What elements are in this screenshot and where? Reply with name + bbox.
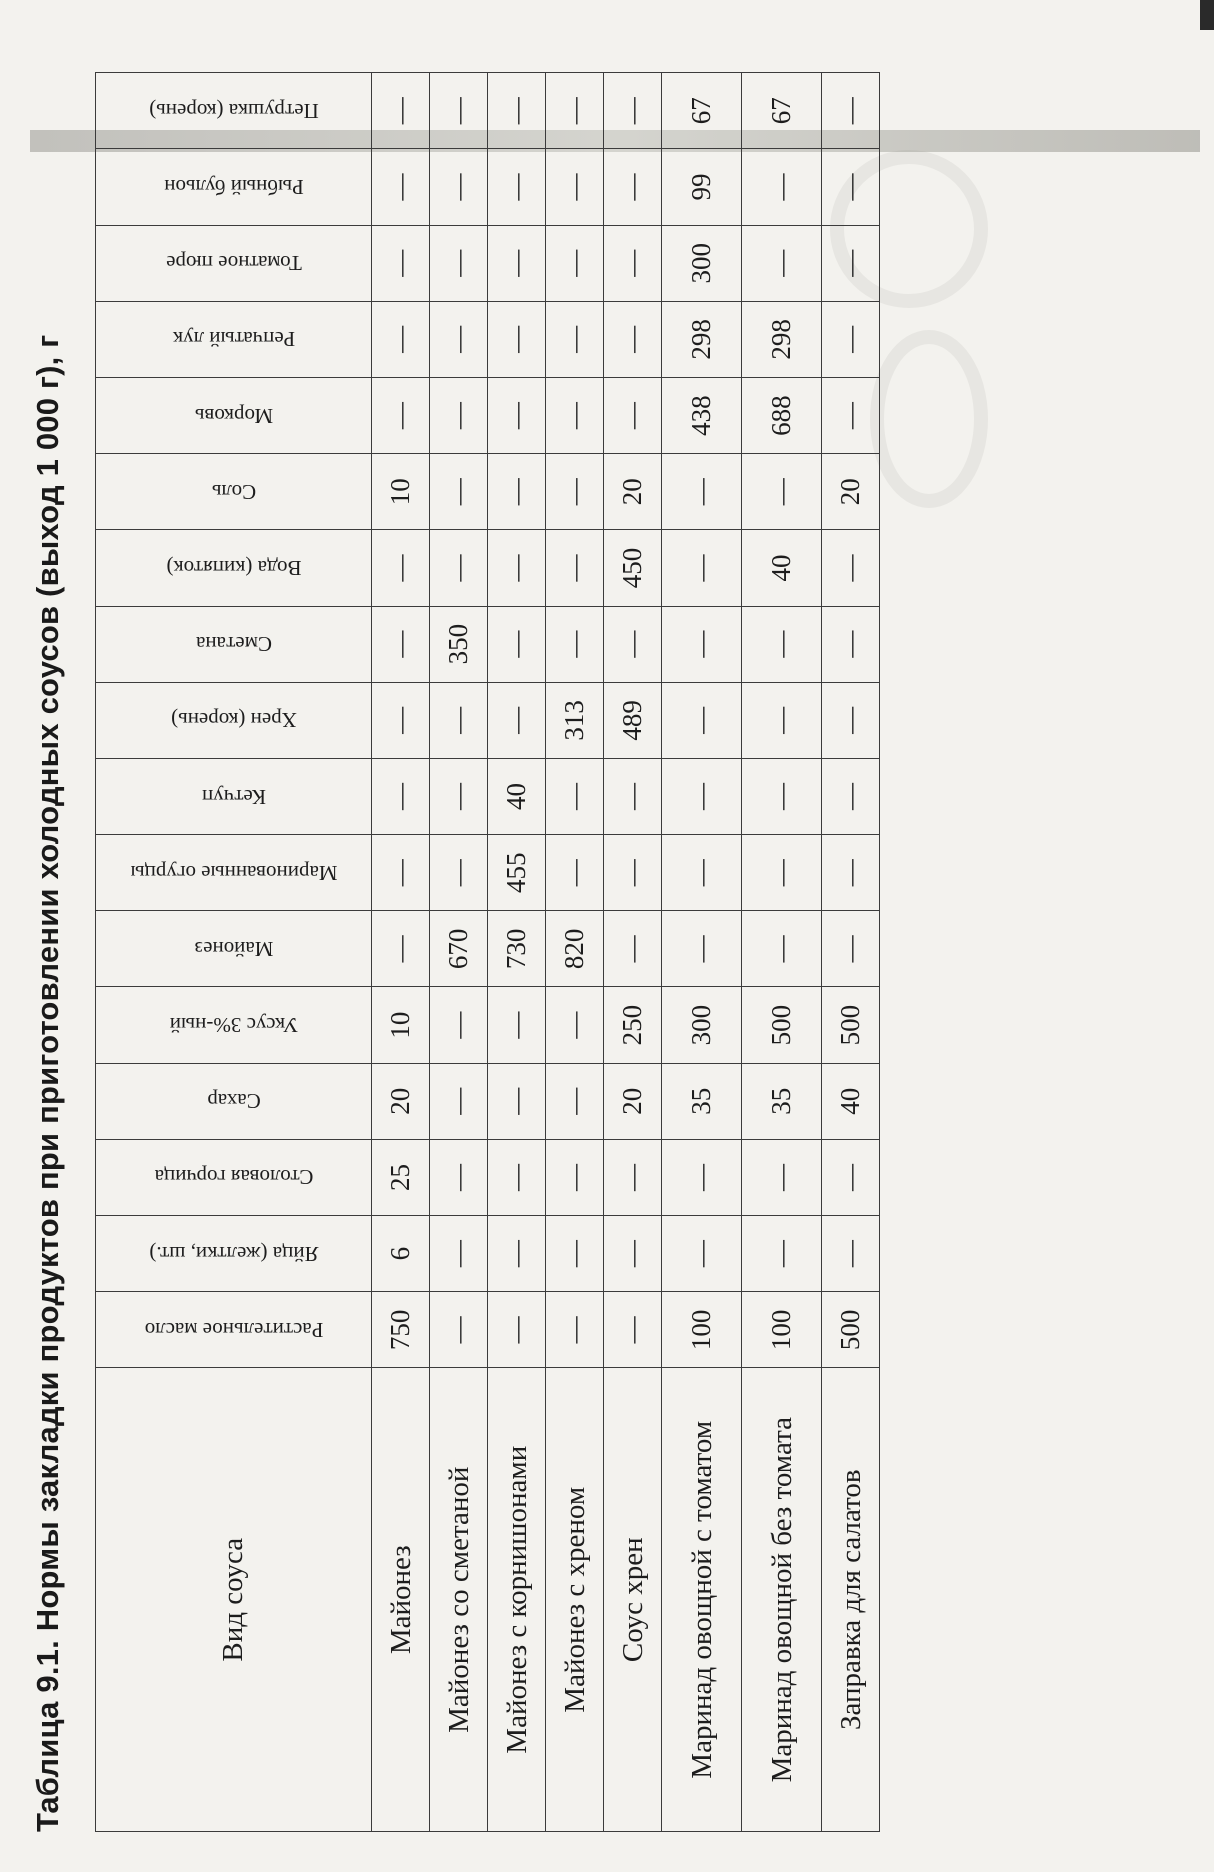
table-row <box>430 73 488 1832</box>
value-cell: — <box>546 758 604 834</box>
value-cell: — <box>604 301 662 377</box>
value-cell: — <box>604 911 662 987</box>
value-cell: — <box>604 758 662 834</box>
sauce-name-cell: Майонез <box>372 1368 430 1832</box>
value-cell: 730 <box>488 911 546 987</box>
table-caption <box>30 132 66 1832</box>
value-cell: — <box>430 73 488 149</box>
value-cell: 20 <box>604 454 662 530</box>
value-cell: — <box>604 73 662 149</box>
value-cell: — <box>372 301 430 377</box>
value-cell: 40 <box>742 530 822 606</box>
sauce-name-cell: Соус хрен <box>604 1368 662 1832</box>
table-row <box>742 73 822 1832</box>
value-cell: — <box>488 301 546 377</box>
value-cell: — <box>822 225 880 301</box>
value-cell: — <box>742 682 822 758</box>
sauce-name-cell: Майонез с хреном <box>546 1368 604 1832</box>
caption-text: Нормы закладки продуктов при приготовлении холодных соусов (выход 1 000 г), г <box>30 334 65 1632</box>
column-header <box>96 301 372 377</box>
column-header <box>96 1139 372 1215</box>
value-cell: — <box>488 149 546 225</box>
value-cell: 20 <box>372 1063 430 1139</box>
value-cell: 10 <box>372 987 430 1063</box>
column-header <box>96 378 372 454</box>
value-cell: 500 <box>822 987 880 1063</box>
value-cell: 670 <box>430 911 488 987</box>
value-cell: — <box>546 378 604 454</box>
value-cell: — <box>488 1063 546 1139</box>
column-header-label: Сахар <box>206 1089 261 1114</box>
rotated-page <box>0 92 1140 1872</box>
column-header-label: Сметана <box>195 632 272 657</box>
value-cell: — <box>662 835 742 911</box>
value-cell: — <box>488 1292 546 1368</box>
value-cell: — <box>488 682 546 758</box>
value-cell: — <box>430 1216 488 1292</box>
caption-number: Таблица 9.1. <box>30 1640 65 1832</box>
column-header <box>96 1063 372 1139</box>
value-cell: — <box>372 835 430 911</box>
value-cell: 40 <box>488 758 546 834</box>
value-cell: — <box>430 530 488 606</box>
value-cell: — <box>822 149 880 225</box>
value-cell: — <box>742 911 822 987</box>
column-header-label: Томатное пюре <box>165 251 302 276</box>
column-header-label: Уксус 3%-ный <box>169 1013 298 1038</box>
column-header <box>96 606 372 682</box>
column-header-label: Майонез <box>194 936 273 961</box>
value-cell: — <box>742 1216 822 1292</box>
value-cell: 67 <box>742 73 822 149</box>
value-cell: 450 <box>604 530 662 606</box>
column-header-label: Яйца (желтки, шт.) <box>148 1241 319 1266</box>
table-body <box>372 73 880 1832</box>
value-cell: 298 <box>742 301 822 377</box>
value-cell: — <box>604 149 662 225</box>
table-row <box>372 73 430 1832</box>
sauce-name-cell: Майонез со сметаной <box>430 1368 488 1832</box>
value-cell: 820 <box>546 911 604 987</box>
value-cell: 350 <box>430 606 488 682</box>
value-cell: — <box>662 911 742 987</box>
column-header <box>96 1216 372 1292</box>
norms-table <box>95 72 880 1832</box>
value-cell: 300 <box>662 225 742 301</box>
value-cell: — <box>546 1216 604 1292</box>
value-cell: — <box>430 835 488 911</box>
value-cell: — <box>604 606 662 682</box>
value-cell: — <box>546 73 604 149</box>
value-cell: — <box>742 1139 822 1215</box>
value-cell: — <box>546 454 604 530</box>
value-cell: — <box>604 378 662 454</box>
value-cell: — <box>488 530 546 606</box>
column-header <box>96 530 372 606</box>
value-cell: — <box>604 1139 662 1215</box>
value-cell: — <box>742 454 822 530</box>
value-cell: 6 <box>372 1216 430 1292</box>
value-cell: — <box>822 682 880 758</box>
column-header-label: Рыбный бульон <box>163 175 304 200</box>
column-header-label: Вода (кипяток) <box>165 555 302 580</box>
value-cell: 250 <box>604 987 662 1063</box>
value-cell: — <box>488 1139 546 1215</box>
value-cell: — <box>604 225 662 301</box>
value-cell: — <box>430 378 488 454</box>
value-cell: — <box>372 530 430 606</box>
value-cell: — <box>822 530 880 606</box>
table-row <box>604 73 662 1832</box>
value-cell: — <box>662 454 742 530</box>
value-cell: — <box>822 606 880 682</box>
value-cell: — <box>488 225 546 301</box>
value-cell: — <box>742 606 822 682</box>
column-header-label: Столовая горчица <box>154 1165 313 1190</box>
value-cell: — <box>488 1216 546 1292</box>
sauce-name-cell: Заправка для салатов <box>822 1368 880 1832</box>
column-header-label: Морковь <box>194 403 273 428</box>
value-cell: 20 <box>604 1063 662 1139</box>
value-cell: — <box>604 1292 662 1368</box>
value-cell: 313 <box>546 682 604 758</box>
value-cell: — <box>742 758 822 834</box>
value-cell: — <box>822 301 880 377</box>
sauce-name-cell: Маринад овощной с томатом <box>662 1368 742 1832</box>
column-header-label: Соль <box>211 479 256 504</box>
value-cell: — <box>430 225 488 301</box>
value-cell: 35 <box>662 1063 742 1139</box>
value-cell: 20 <box>822 454 880 530</box>
table-row <box>822 73 880 1832</box>
value-cell: 455 <box>488 835 546 911</box>
value-cell: 100 <box>742 1292 822 1368</box>
value-cell: — <box>662 758 742 834</box>
value-cell: — <box>546 301 604 377</box>
value-cell: 99 <box>662 149 742 225</box>
value-cell: 40 <box>822 1063 880 1139</box>
value-cell: — <box>546 1292 604 1368</box>
value-cell: — <box>372 378 430 454</box>
column-header <box>96 911 372 987</box>
value-cell: — <box>546 530 604 606</box>
value-cell: 298 <box>662 301 742 377</box>
header-sauce-type: Вид соуса <box>96 1368 372 1832</box>
value-cell: 489 <box>604 682 662 758</box>
value-cell: — <box>430 1063 488 1139</box>
value-cell: 25 <box>372 1139 430 1215</box>
value-cell: — <box>662 606 742 682</box>
column-header-label: Хрен (корень) <box>170 708 297 733</box>
value-cell: 300 <box>662 987 742 1063</box>
column-header <box>96 149 372 225</box>
value-cell: — <box>372 758 430 834</box>
column-header-label: Репчатый лук <box>172 327 295 352</box>
value-cell: — <box>546 835 604 911</box>
value-cell: — <box>662 1139 742 1215</box>
sauce-name-cell: Майонез с корнишонами <box>488 1368 546 1832</box>
value-cell: — <box>430 1139 488 1215</box>
table-row <box>488 73 546 1832</box>
value-cell: — <box>546 1139 604 1215</box>
value-cell: — <box>430 682 488 758</box>
value-cell: — <box>742 225 822 301</box>
value-cell: — <box>430 454 488 530</box>
value-cell: 100 <box>662 1292 742 1368</box>
column-header <box>96 835 372 911</box>
value-cell: — <box>372 682 430 758</box>
value-cell: 10 <box>372 454 430 530</box>
value-cell: — <box>546 606 604 682</box>
value-cell: — <box>662 530 742 606</box>
column-header-label: Кетчуп <box>201 784 266 809</box>
value-cell: — <box>546 1063 604 1139</box>
value-cell: — <box>372 911 430 987</box>
column-header <box>96 987 372 1063</box>
column-header-label: Растительное масло <box>144 1317 323 1342</box>
value-cell: — <box>430 1292 488 1368</box>
value-cell: — <box>372 606 430 682</box>
value-cell: 500 <box>742 987 822 1063</box>
value-cell: — <box>430 301 488 377</box>
column-header <box>96 454 372 530</box>
value-cell: — <box>822 1216 880 1292</box>
value-cell: — <box>372 149 430 225</box>
value-cell: 688 <box>742 378 822 454</box>
value-cell: — <box>488 454 546 530</box>
value-cell: — <box>372 225 430 301</box>
page-corner-mark <box>1200 0 1214 30</box>
value-cell: — <box>430 758 488 834</box>
value-cell: — <box>604 835 662 911</box>
value-cell: — <box>430 149 488 225</box>
value-cell: — <box>742 835 822 911</box>
value-cell: — <box>604 1216 662 1292</box>
column-header <box>96 758 372 834</box>
column-header <box>96 225 372 301</box>
value-cell: 67 <box>662 73 742 149</box>
value-cell: — <box>822 835 880 911</box>
column-header-label: Петрушка (корень) <box>148 98 319 123</box>
value-cell: — <box>546 149 604 225</box>
value-cell: — <box>822 1139 880 1215</box>
value-cell: — <box>488 73 546 149</box>
sauce-name-cell: Маринад овощной без томата <box>742 1368 822 1832</box>
value-cell: — <box>822 378 880 454</box>
value-cell: — <box>662 682 742 758</box>
value-cell: 438 <box>662 378 742 454</box>
value-cell: — <box>430 987 488 1063</box>
column-header <box>96 73 372 149</box>
value-cell: 750 <box>372 1292 430 1368</box>
value-cell: — <box>488 378 546 454</box>
value-cell: — <box>488 987 546 1063</box>
value-cell: — <box>822 911 880 987</box>
value-cell: — <box>822 758 880 834</box>
table-row <box>546 73 604 1832</box>
value-cell: — <box>742 149 822 225</box>
value-cell: 35 <box>742 1063 822 1139</box>
column-header <box>96 682 372 758</box>
header-row <box>96 73 372 1832</box>
column-header-label: Маринованные огурцы <box>129 860 338 885</box>
value-cell: — <box>372 73 430 149</box>
value-cell: — <box>822 73 880 149</box>
table-row <box>662 73 742 1832</box>
value-cell: — <box>546 225 604 301</box>
value-cell: — <box>546 987 604 1063</box>
value-cell: — <box>662 1216 742 1292</box>
value-cell: 500 <box>822 1292 880 1368</box>
value-cell: — <box>488 606 546 682</box>
column-header <box>96 1292 372 1368</box>
